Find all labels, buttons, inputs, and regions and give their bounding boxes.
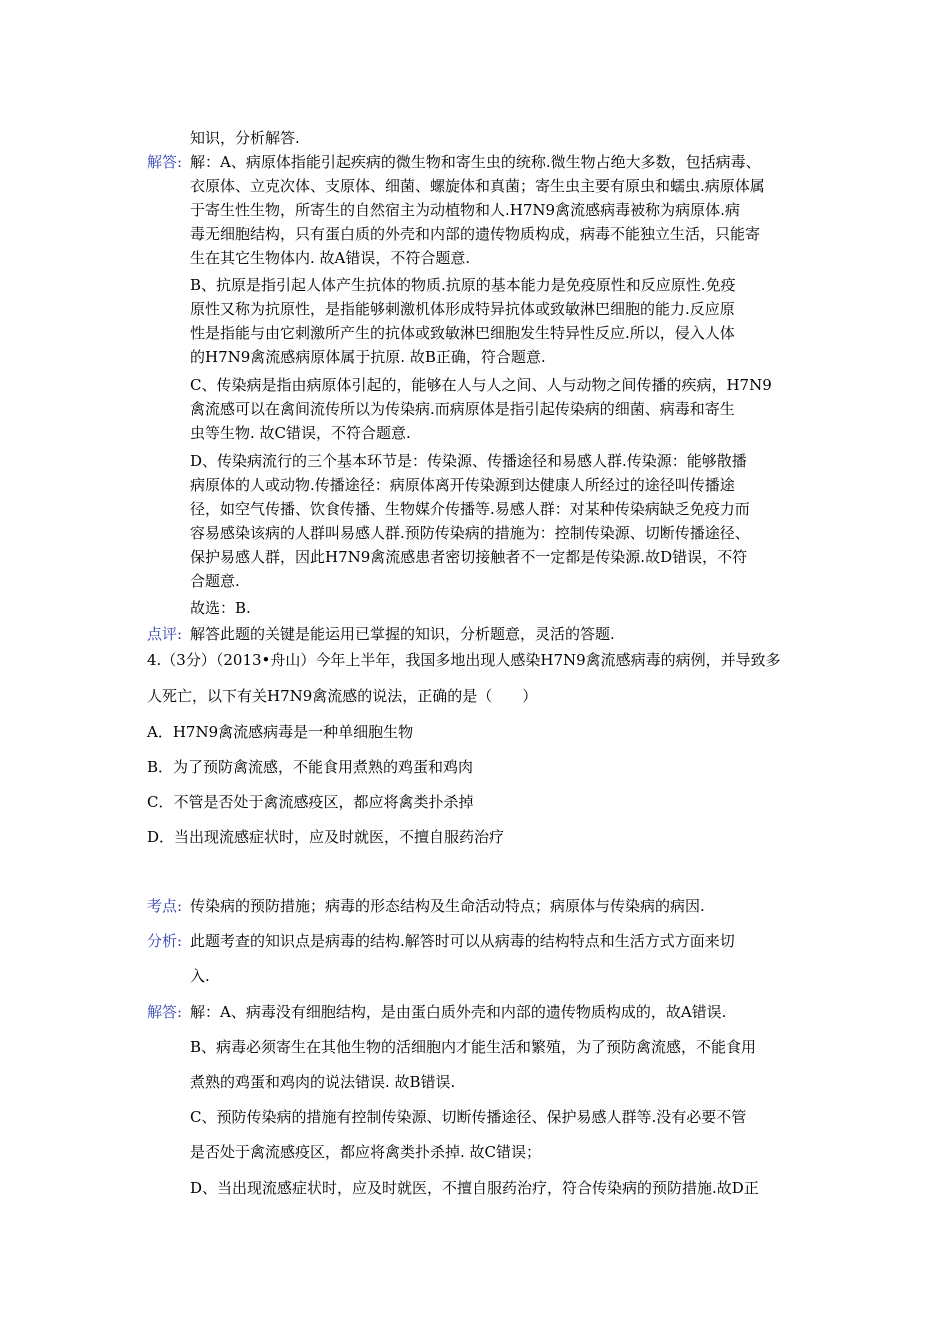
jieda-line: C、预防传染病的措施有控制传染源、切断传播途径、保护易感人群等.没有必要不管 bbox=[190, 1108, 747, 1126]
answer-line: 原性又称为抗原性，是指能够刺激机体形成特异抗体或致敏淋巴细胞的能力.反应原 bbox=[190, 300, 735, 318]
kaodian-label: 考点: bbox=[147, 897, 183, 915]
answer-line: 合题意. bbox=[190, 572, 240, 590]
option-a: A．H7N9禽流感病毒是一种单细胞生物 bbox=[147, 723, 414, 741]
answer-line: 于寄生性生物，所寄生的自然宿主为动植物和人.H7N9禽流感病毒被称为病原体.病 bbox=[190, 201, 740, 219]
answer-line: 的H7N9禽流感病原体属于抗原. 故B正确，符合题意. bbox=[190, 348, 546, 366]
answer-line: 生在其它生物体内. 故A错误，不符合题意. bbox=[190, 249, 471, 267]
answer-line: 保护易感人群，因此H7N9禽流感患者密切接触者不一定都是传染源.故D错误，不符 bbox=[190, 548, 748, 566]
question-stem-line2: 人死亡，以下有关H7N9禽流感的说法，正确的是（ ） bbox=[147, 687, 538, 705]
answer-label: 解答: bbox=[147, 153, 183, 171]
jieda-line: 解：A、病毒没有细胞结构，是由蛋白质外壳和内部的遗传物质构成的，故A错误. bbox=[190, 1003, 727, 1021]
answer-line: 故选：B. bbox=[190, 599, 251, 617]
option-c: C．不管是否处于禽流感疫区，都应将禽类扑杀掉 bbox=[147, 793, 474, 811]
answer-line: 容易感染该病的人群叫易感人群.预防传染病的措施为：控制传染源、切断传播途径、 bbox=[190, 524, 750, 542]
answer-line: 解：A、病原体指能引起疾病的微生物和寄生虫的统称.微生物占绝大多数，包括病毒、 bbox=[190, 153, 761, 171]
answer-line: B、抗原是指引起人体产生抗体的物质.抗原的基本能力是免疫原性和反应原性.免疫 bbox=[190, 276, 736, 294]
answer-line: 衣原体、立克次体、支原体、细菌、螺旋体和真菌；寄生虫主要有原虫和蠕虫.病原体属 bbox=[190, 177, 765, 195]
answer-line: D、传染病流行的三个基本环节是：传染源、传播途径和易感人群.传染源：能够散播 bbox=[190, 452, 747, 470]
answer-line: C、传染病是指由病原体引起的，能够在人与人之间、人与动物之间传播的疾病，H7N9 bbox=[190, 376, 772, 394]
option-d: D．当出现流感症状时，应及时就医，不擅自服药治疗 bbox=[147, 828, 505, 846]
question-stem-line1: 4.（3分）（2013•舟山）今年上半年，我国多地出现人感染H7N9禽流感病毒的病例，并导致多 bbox=[147, 651, 781, 669]
answer-line: 病原体的人或动物.传播途径：病原体离开传染源到达健康人所经过的途径叫传播途 bbox=[190, 476, 735, 494]
fenxi-line: 此题考查的知识点是病毒的结构.解答时可以从病毒的结构特点和生活方式方面来切 bbox=[190, 932, 735, 950]
answer-line: 毒无细胞结构，只有蛋白质的外壳和内部的遗传物质构成，病毒不能独立生活，只能寄 bbox=[190, 225, 761, 243]
jieda-line: D、当出现流感症状时，应及时就医，不擅自服药治疗，符合传染病的预防措施.故D正 bbox=[190, 1179, 759, 1197]
option-b: B．为了预防禽流感，不能食用煮熟的鸡蛋和鸡肉 bbox=[147, 758, 474, 776]
fenxi-line: 入. bbox=[190, 967, 210, 985]
kaodian-text: 传染病的预防措施；病毒的形态结构及生命活动特点；病原体与传染病的病因. bbox=[190, 897, 705, 915]
answer-line: 性是指能与由它刺激所产生的抗体或致敏淋巴细胞发生特异性反应.所以，侵入人体 bbox=[190, 324, 735, 342]
answer-line: 虫等生物. 故C错误，不符合题意. bbox=[190, 424, 411, 442]
fenxi-label: 分析: bbox=[147, 932, 183, 950]
jieda-line: B、病毒必须寄生在其他生物的活细胞内才能生活和繁殖，为了预防禽流感，不能食用 bbox=[190, 1038, 757, 1056]
answer-line: 径，如空气传播、饮食传播、生物媒介传播等.易感人群：对某种传染病缺乏免疫力而 bbox=[190, 500, 750, 518]
jieda-line: 是否处于禽流感疫区，都应将禽类扑杀掉. 故C错误； bbox=[190, 1143, 542, 1161]
answer-line: 禽流感可以在禽间流传所以为传染病.而病原体是指引起传染病的细菌、病毒和寄生 bbox=[190, 400, 735, 418]
jieda-label: 解答: bbox=[147, 1003, 183, 1021]
analysis-tail: 知识，分析解答. bbox=[190, 129, 300, 147]
comment-text: 解答此题的关键是能运用已掌握的知识，分析题意，灵活的答题. bbox=[190, 625, 615, 643]
comment-label: 点评: bbox=[147, 625, 183, 643]
jieda-line: 煮熟的鸡蛋和鸡肉的说法错误. 故B错误. bbox=[190, 1073, 456, 1091]
